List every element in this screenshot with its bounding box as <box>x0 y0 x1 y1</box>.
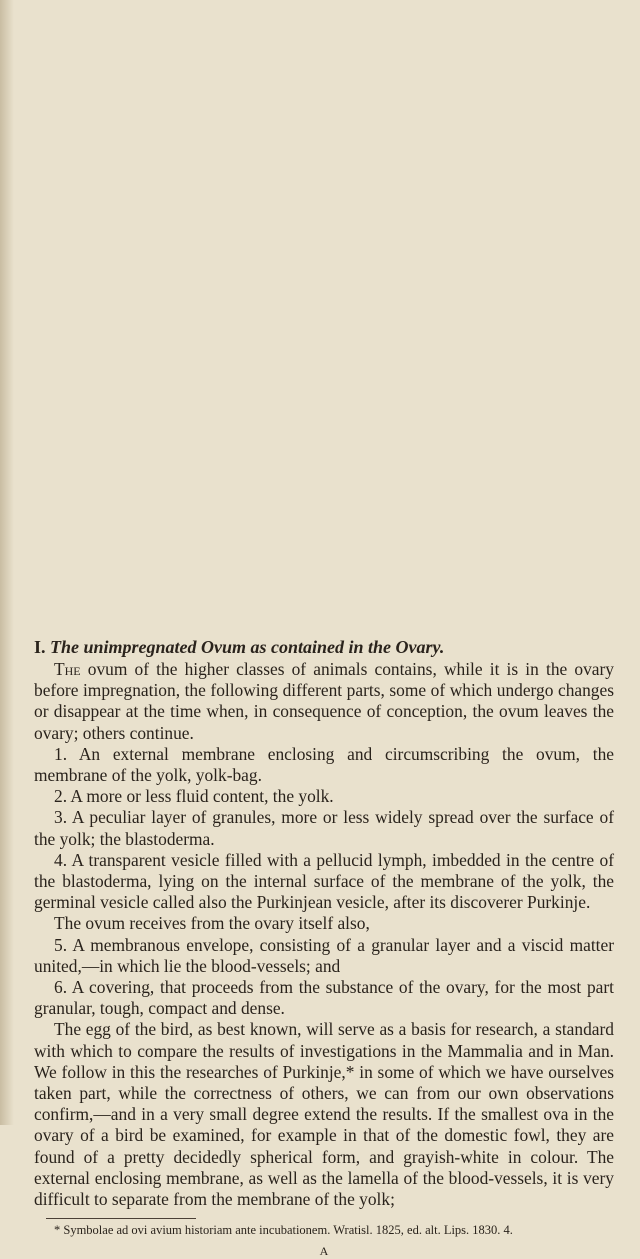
paragraph-item-5: 5. A membranous envelope, consisting of a granular layer and a viscid matter united,—in which lie the blood-vessels; and <box>34 934 614 976</box>
page-edge-shadow <box>0 0 14 1125</box>
paragraph-item-6: 6. A covering, that proceeds from the substance of the ovary, for the most part granular, tough, compact and dense. <box>34 977 614 1019</box>
paragraph-item-1: 1. An external membrane enclosing and circumscribing the ovum, the membrane of the yolk, yolk-bag. <box>34 743 614 786</box>
paragraph-item-4: 4. A transparent vesicle filled with a pellucid lymph, imbedded in the centre of the blastoderma, lying on the internal surface of the membrane of the yolk, the germinal vesicle called also the Purkinjean vesicle, after its discoverer Purkinje. <box>34 849 614 913</box>
page-text <box>34 636 614 1259</box>
footnote-rule <box>46 1218 196 1219</box>
signature-mark: A <box>319 1244 329 1259</box>
paragraph-text: ovum of the higher classes of animals contains, while it is in the ovary before impregnation, the following different parts, some of which undergo changes or disappear at the time when, in consequence of conception, the ovum leaves the ovary; others continue. <box>34 659 614 743</box>
paragraph-item-3: 3. A peculiar layer of granules, more or less widely spread over the surface of the yolk; the blastoderma. <box>34 807 614 849</box>
section-title-text: The unimpregnated Ovum as contained in the Ovary. <box>50 637 445 657</box>
section-number: I. <box>34 637 46 657</box>
section-title <box>34 636 614 659</box>
paragraph-intro <box>34 659 614 744</box>
footnote: * Symbolae ad ovi avium historiam ante incubationem. Wratisl. 1825, ed. alt. Lips. 1830. 4. <box>54 1223 513 1238</box>
paragraph-item-2: 2. A more or less fluid content, the yolk. <box>54 786 334 807</box>
paragraph-lead-word: The <box>54 659 81 679</box>
paragraph-bird-egg: The egg of the bird, as best known, will serve as a basis for research, a standard with which to compare the results of investigations in the Mammalia and in Man. We follow in this the researches of Purkinje,* in some of which we have ourselves taken part, while the correctness of others, we can from our own observations confirm,—and in a very small degree extend the results. If the smallest ova in the ovary of a bird be examined, for example in that of the domestic fowl, they are found of a pretty decidedly spherical form, and grayish-white in colour. The external enclosing membrane, as well as the lamella of the blood-vessels, it is very difficult to separate from the membrane of the yolk; <box>34 1019 614 1210</box>
paragraph-receives: The ovum receives from the ovary itself also, <box>54 913 370 934</box>
